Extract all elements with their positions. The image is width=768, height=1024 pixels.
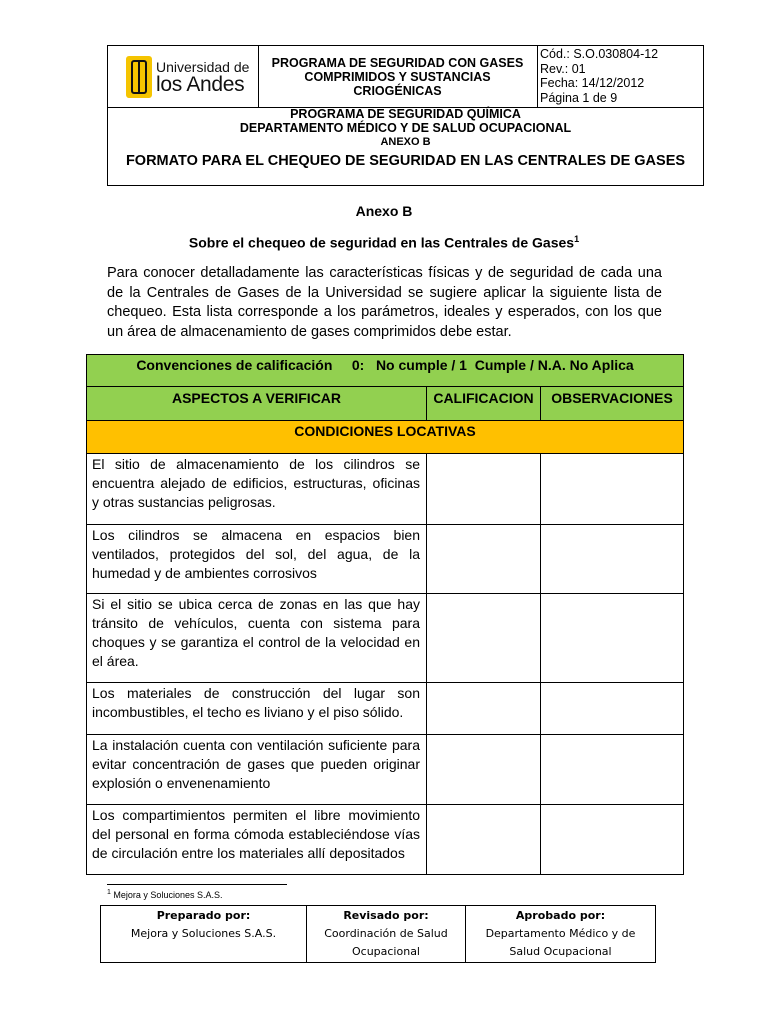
column-header-observations: OBSERVACIONES bbox=[541, 387, 684, 421]
table-header-row bbox=[87, 387, 684, 421]
reviewed-by-label: Revisado por: bbox=[343, 909, 429, 922]
aspect-cell: La instalación cuenta con ventilación suficiente para evitar concentración de gases que pueden originar explosión o envenenamiento bbox=[87, 735, 427, 805]
header-titles bbox=[108, 107, 703, 186]
table-row bbox=[87, 594, 684, 683]
conventions-cell: Convenciones de calificación 0: No cumple / 1 Cumple / N.A. No Aplica bbox=[87, 355, 684, 387]
rating-cell[interactable] bbox=[427, 735, 541, 805]
observations-cell[interactable] bbox=[541, 805, 684, 875]
document-date: Fecha: 14/12/2012 bbox=[540, 76, 645, 90]
program-title: PROGRAMA DE SEGURIDAD CON GASES COMPRIMIDOS Y SUSTANCIAS CRIOGÉNICAS bbox=[258, 46, 538, 107]
table-row bbox=[87, 683, 684, 735]
section-subtitle bbox=[0, 234, 768, 251]
subtitle-text: Sobre el chequeo de seguridad en las Centrales de Gases bbox=[188, 234, 575, 251]
prepared-by-label: Preparado por: bbox=[156, 909, 251, 922]
footnote-reference: 1 bbox=[574, 234, 580, 244]
reviewed-by-cell bbox=[307, 906, 466, 963]
prepared-by-value: Mejora y Soluciones S.A.S. bbox=[130, 927, 277, 940]
header-top-row bbox=[108, 46, 703, 108]
approved-by-cell bbox=[466, 906, 656, 963]
intro-paragraph: Para conocer detalladamente las características físicas y de seguridad de cada una de la Centrales de Gases de la Universidad se sugiere aplicar la siguiente lista de chequeo. Esta lista corresponde a los parámetros, ideales y esperados, con los que un área de almacenamiento de gases comprimidos debe estar. bbox=[107, 265, 662, 340]
reviewed-by-value: Coordinación de Salud Ocupacional bbox=[324, 927, 448, 958]
annex-title: Anexo B bbox=[355, 203, 413, 219]
document-revision: Rev.: 01 bbox=[540, 61, 586, 76]
approval-row bbox=[101, 906, 656, 963]
footnote-text: Mejora y Soluciones S.A.S. bbox=[113, 890, 223, 900]
footnote-divider bbox=[107, 884, 287, 885]
column-header-aspects: ASPECTOS A VERIFICAR bbox=[87, 387, 427, 421]
document-header bbox=[107, 45, 704, 186]
rating-cell[interactable] bbox=[427, 683, 541, 735]
observations-cell[interactable] bbox=[541, 594, 684, 683]
header-title-line1: PROGRAMA DE SEGURIDAD QUÍMICA bbox=[290, 107, 521, 121]
approved-by-value: Departamento Médico y de Salud Ocupacional bbox=[485, 927, 636, 958]
approval-table bbox=[100, 905, 656, 963]
aspect-cell: Los materiales de construcción del lugar son incombustibles, el techo es liviano y el piso sólido. bbox=[87, 683, 427, 735]
logo-text-line1: Universidad de bbox=[156, 59, 250, 75]
university-logo-icon bbox=[126, 56, 152, 98]
university-logo bbox=[108, 46, 259, 107]
footnote bbox=[107, 889, 222, 900]
aspect-cell: Los compartimientos permiten el libre movimiento del personal en forma cómoda estableciéndose vías de circulación entre los materiales allí depositados bbox=[87, 805, 427, 875]
header-title-line2: DEPARTAMENTO MÉDICO Y DE SALUD OCUPACIONAL bbox=[239, 121, 572, 135]
rating-cell[interactable] bbox=[427, 594, 541, 683]
aspect-cell: Los cilindros se almacena en espacios bien ventilados, protegidos del sol, del agua, de la humedad y de ambientes corrosivos bbox=[87, 525, 427, 594]
document-control-info bbox=[538, 46, 703, 107]
table-row bbox=[87, 525, 684, 594]
document-code: Cód.: S.O.030804-12 bbox=[540, 47, 659, 61]
observations-cell[interactable] bbox=[541, 735, 684, 805]
observations-cell[interactable] bbox=[541, 683, 684, 735]
column-header-rating: CALIFICACION bbox=[427, 387, 541, 421]
section-title: CONDICIONES LOCATIVAS bbox=[87, 421, 684, 454]
header-title-line4: FORMATO PARA EL CHEQUEO DE SEGURIDAD EN LAS CENTRALES DE GASES bbox=[125, 153, 686, 169]
prepared-by-cell bbox=[101, 906, 307, 963]
table-row bbox=[87, 805, 684, 875]
section-row bbox=[87, 421, 684, 454]
observations-cell[interactable] bbox=[541, 525, 684, 594]
rating-cell[interactable] bbox=[427, 525, 541, 594]
aspect-cell: Si el sitio se ubica cerca de zonas en las que hay tránsito de vehículos, cuenta con sistema para choques y se garantiza el control de la velocidad en el área. bbox=[87, 594, 427, 683]
page-number: Página 1 de 9 bbox=[540, 90, 618, 105]
aspect-cell: El sitio de almacenamiento de los cilindros se encuentra alejado de edificios, estructuras, oficinas y otras sustancias peligrosas. bbox=[87, 454, 427, 525]
conventions-row bbox=[87, 355, 684, 387]
checklist-table bbox=[86, 354, 684, 875]
footnote-number: 1 bbox=[107, 889, 111, 896]
header-title-line3: ANEXO B bbox=[380, 136, 431, 148]
approved-by-label: Aprobado por: bbox=[515, 909, 606, 922]
observations-cell[interactable] bbox=[541, 454, 684, 525]
rating-cell[interactable] bbox=[427, 454, 541, 525]
table-row bbox=[87, 735, 684, 805]
table-row bbox=[87, 454, 684, 525]
logo-text-line2: los Andes bbox=[156, 73, 245, 96]
rating-cell[interactable] bbox=[427, 805, 541, 875]
